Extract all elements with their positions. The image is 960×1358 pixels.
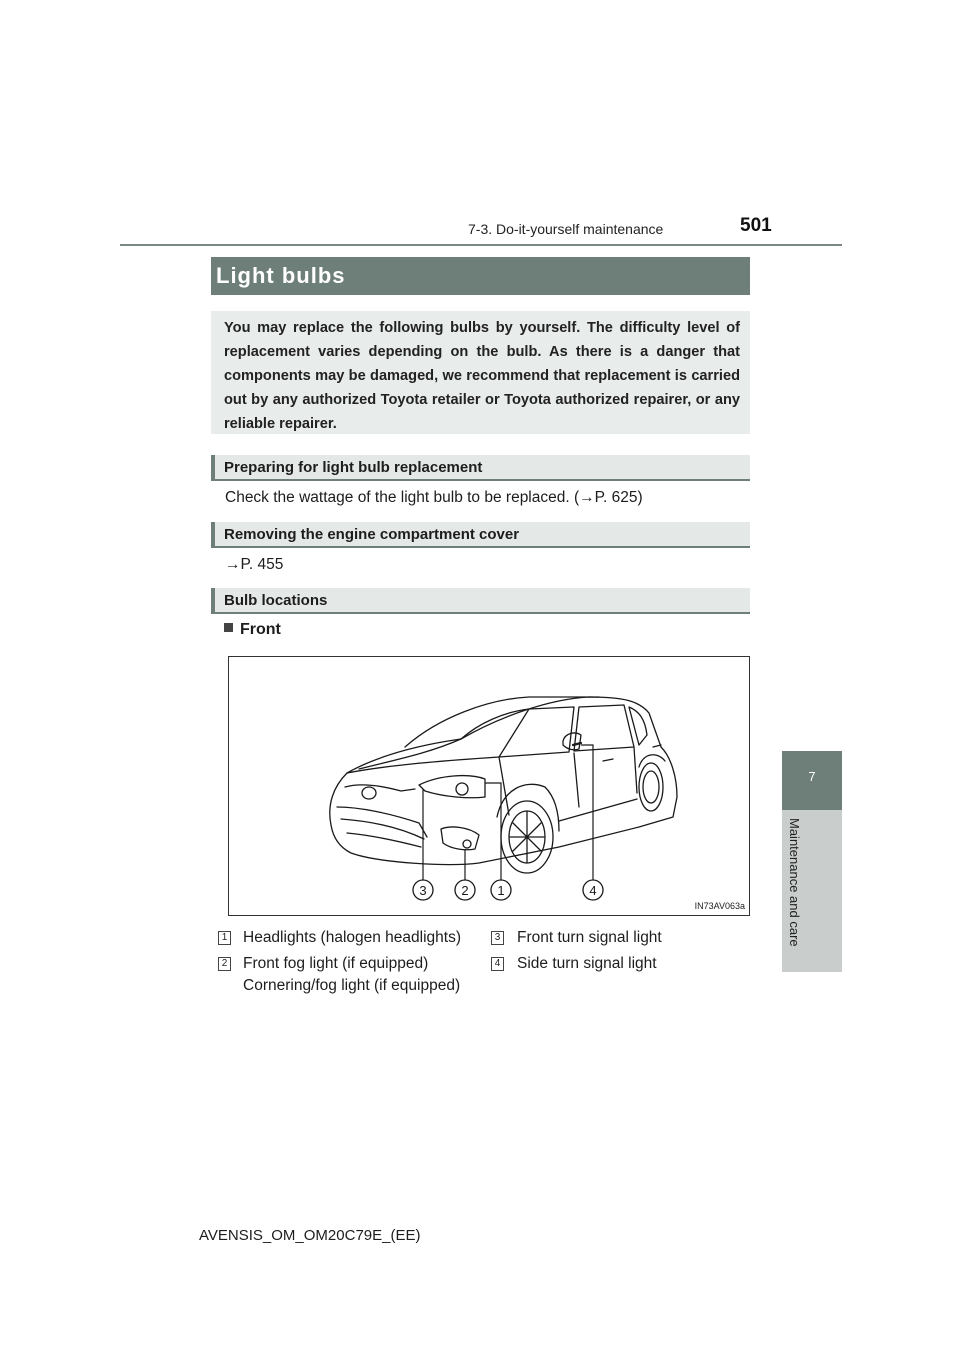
figure-code: IN73AV063a xyxy=(694,901,745,911)
legend-number-1: 1 xyxy=(218,931,231,945)
header-rule xyxy=(120,244,842,246)
legend-number-3: 3 xyxy=(491,931,504,945)
legend-item-3: Front turn signal light xyxy=(517,929,662,946)
legend-item-1: Headlights (halogen headlights) xyxy=(243,929,462,946)
chapter-tab xyxy=(782,751,842,810)
section-heading-preparing xyxy=(211,455,750,481)
legend-item-2: Front fog light (if equipped) xyxy=(243,955,429,972)
preparing-text: Check the wattage of the light bulb to be replaced. (→P. 625) xyxy=(225,489,643,506)
car-illustration xyxy=(229,657,749,915)
section-heading-text: Bulb locations xyxy=(224,592,328,609)
callout-label: 4 xyxy=(589,883,597,898)
legend-number-2: 2 xyxy=(218,957,231,971)
section-heading-locations xyxy=(211,588,750,614)
car-figure xyxy=(228,656,750,916)
chapter-number: 7 xyxy=(808,769,816,784)
callout-label: 3 xyxy=(419,883,427,898)
page-number: 501 xyxy=(740,215,772,236)
section-heading-removing xyxy=(211,522,750,548)
callout-label: 2 xyxy=(461,883,469,898)
intro-text: You may replace the following bulbs by yourself. The difficulty level of replacement varies depending on the bulb. As there is a danger that components may be damaged, we recommend that replacement is carried out by any authorized Toyota retailer or Toyota authorized repairer, or any reliable repairer. xyxy=(224,320,740,432)
legend-number-4: 4 xyxy=(491,957,504,971)
footer-document-code: AVENSIS_OM_OM20C79E_(EE) xyxy=(199,1227,421,1244)
intro-box xyxy=(211,311,750,434)
removing-text: →P. 455 xyxy=(225,556,284,573)
callout-label: 1 xyxy=(497,883,505,898)
subheading-front xyxy=(224,621,281,639)
chapter-label: Maintenance and care xyxy=(787,818,802,947)
section-heading-text: Preparing for light bulb replacement xyxy=(224,459,483,476)
subheading-text: Front xyxy=(240,621,281,638)
page-title-bar xyxy=(211,257,750,295)
page-title: Light bulbs xyxy=(216,263,346,288)
legend-item-2-line2: Cornering/fog light (if equipped) xyxy=(243,977,461,994)
header-section-title: 7-3. Do-it-yourself maintenance xyxy=(468,221,664,237)
section-heading-text: Removing the engine compartment cover xyxy=(224,526,520,543)
square-bullet-icon xyxy=(224,623,233,632)
legend-item-4: Side turn signal light xyxy=(517,955,657,972)
